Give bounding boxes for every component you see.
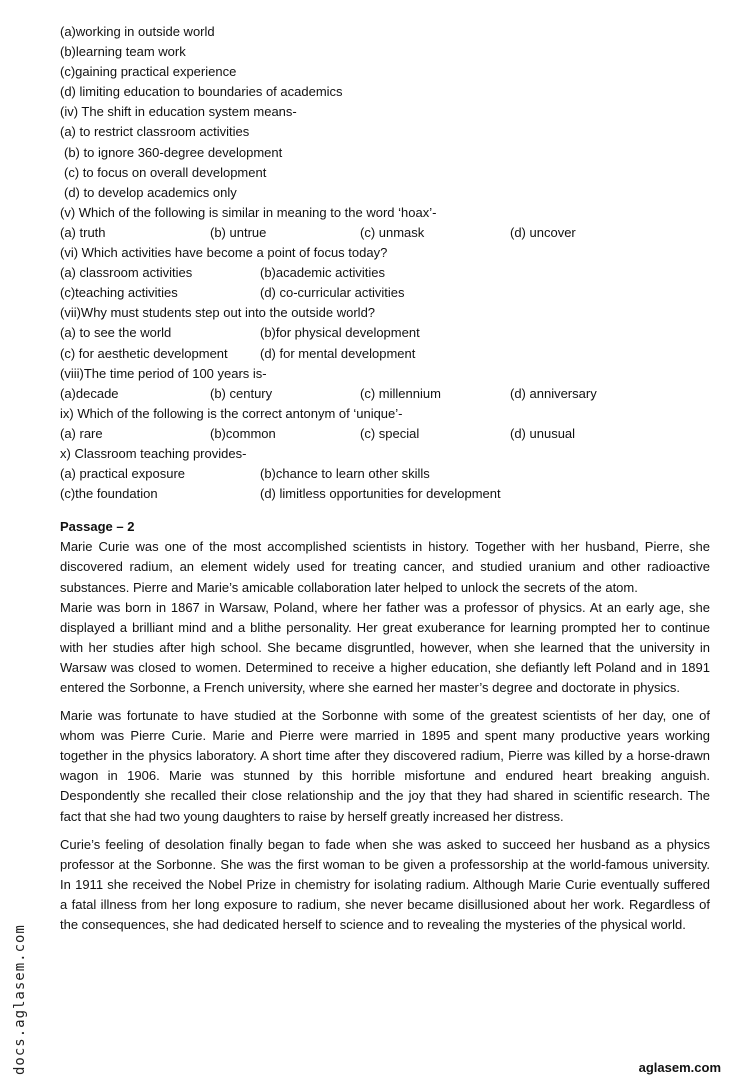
options-q9 [60, 424, 710, 444]
option-q7-b: (b)for physical development [260, 325, 420, 341]
option-q7-c: (c) for aesthetic development [60, 345, 228, 361]
question-8: (viii)The time period of 100 years is- [60, 365, 267, 381]
question-4: (iv) The shift in education system means- [60, 104, 297, 120]
option-q6-b: (b)academic activities [260, 265, 385, 281]
option-q3-d: (d) limiting education to boundaries of academics [60, 84, 343, 100]
passage-paragraph-1: Marie Curie was one of the most accomplished scientists in history. Together with her husband, Pierre, she discovered radium, an element widely used for treating cancer, and studied uranium and other radioactive substances. Pierre and Marie’s amicable collaboration later helped to unlock the secrets of the atom. [60, 539, 710, 595]
option-q6-c: (c)teaching activities [60, 285, 178, 301]
options-q7-row1 [60, 323, 710, 343]
option-q4-a: (a) to restrict classroom activities [60, 124, 250, 140]
option-q10-d: (d) limitless opportunities for development [260, 486, 501, 502]
option-q9-b: (b)common [210, 425, 276, 441]
option-q10-a: (a) practical exposure [60, 466, 185, 482]
question-sheet [60, 22, 710, 935]
option-q5-c: (c) unmask [360, 224, 425, 240]
option-q6-a: (a) classroom activities [60, 265, 193, 281]
option-q9-a: (a) rare [60, 425, 103, 441]
passage-heading: Passage – 2 [60, 519, 135, 535]
options-q8 [60, 384, 710, 404]
option-q8-b: (b) century [210, 385, 273, 401]
option-q4-d: (d) to develop academics only [64, 184, 237, 200]
option-q8-d: (d) anniversary [510, 385, 597, 401]
option-q3-a: (a)working in outside world [60, 24, 215, 39]
option-q5-a: (a) truth [60, 224, 106, 240]
option-q7-d: (d) for mental development [260, 345, 416, 361]
footer-brand[interactable]: aglasem.com [638, 1060, 721, 1075]
options-q10-row2 [60, 484, 710, 504]
passage-paragraph-3: Marie was fortunate to have studied at the Sorbonne with some of the greatest scientists of her day, one of whom was Pierre Curie. Marie and Pierre were married in 1895 and spent many productive years working together in the physics laboratory. A short time after they discovered radium, Pierre was killed by a horse-drawn wagon in 1906. Marie was stunned by this horrible misfortune and endured heart breaking anguish. Despondently she recalled their close relationship and the joy that they had shared in scientific research. The fact that she had two young daughters to raise by herself greatly increased her distress. [60, 708, 710, 824]
option-q10-c: (c)the foundation [60, 486, 158, 502]
option-q9-d: (d) unusual [510, 425, 576, 441]
options-q6-row1 [60, 263, 710, 283]
options-q5 [60, 223, 710, 243]
option-q10-b: (b)chance to learn other skills [260, 466, 430, 482]
option-q6-d: (d) co-curricular activities [260, 285, 405, 301]
option-q5-d: (d) uncover [510, 224, 576, 240]
option-q4-c: (c) to focus on overall development [64, 164, 267, 180]
option-q4-b: (b) to ignore 360-degree development [64, 144, 283, 160]
option-q7-a: (a) to see the world [60, 325, 172, 341]
question-7: (vii)Why must students step out into the outside world? [60, 305, 376, 321]
question-5: (v) Which of the following is similar in meaning to the word ‘hoax’- [60, 204, 437, 220]
question-6: (vi) Which activities have become a point of focus today? [60, 245, 388, 261]
passage-paragraph-4: Curie’s feeling of desolation finally began to fade when she was asked to succeed her husband as a physics professor at the Sorbonne. She was the first woman to be given a professorship at the world-famous university. In 1911 she received the Nobel Prize in chemistry for isolating radium. Although Marie Curie eventually suffered a fatal illness from her long exposure to radium, she never became disillusioned about her work. Regardless of the consequences, she had dedicated herself to science and to revealing the mysteries of the physical world. [60, 836, 710, 933]
options-q7-row2 [60, 344, 710, 364]
question-10: x) Classroom teaching provides- [60, 445, 247, 461]
options-q10-row1 [60, 464, 710, 484]
option-q3-b: (b)learning team work [60, 44, 186, 60]
option-q9-c: (c) special [360, 425, 420, 441]
option-q5-b: (b) untrue [210, 224, 267, 240]
option-q8-a: (a)decade [60, 385, 119, 401]
option-q8-c: (c) millennium [360, 385, 441, 401]
option-q3-c: (c)gaining practical experience [60, 64, 237, 80]
options-q6-row2 [60, 283, 710, 303]
side-watermark: docs.aglasem.com [12, 924, 28, 1075]
passage-paragraph-2: Marie was born in 1867 in Warsaw, Poland, where her father was a professor of physics. At an early age, she displayed a brilliant mind and a blithe personality. Her great exuberance for learning prompted her to continue with her studies after high school. She became disgruntled, however, when she learned that the university in Warsaw was closed to women. Determined to receive a higher education, she defiantly left Poland and in 1891 entered the Sorbonne, a French university, where she earned her master’s degree and doctorate in physics. [60, 599, 710, 695]
question-9: ix) Which of the following is the correct antonym of ‘unique’- [60, 405, 403, 421]
